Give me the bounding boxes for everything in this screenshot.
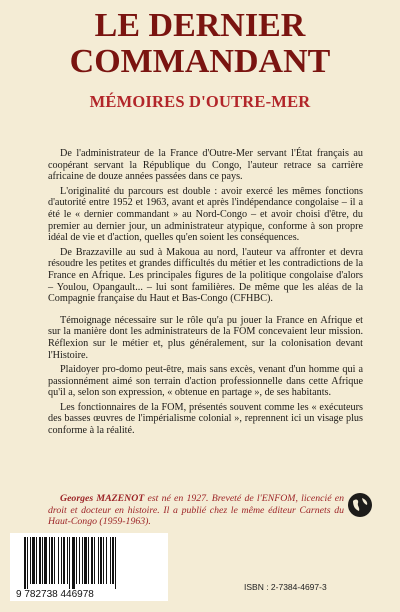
blurb-paragraph-2: L'originalité du parcours est double : avoir exercé les mêmes fonctions d'autorité entre 1952 et 1963, avant et après l'indépendance congolaise – il a été le « dernier commandant » au Nord-Congo – et avoir choisi d'être, du premier au dernier jour, un administrateur atypique, conforme à son propre idéal de vie et d'action, quelles qu'en soient les conséquences.: [48, 185, 363, 244]
title-line-2: COMMANDANT: [69, 43, 331, 80]
barcode-bar: [76, 537, 77, 584]
title-line-1: LE DERNIER: [94, 7, 306, 44]
barcode-number: 9 782738 446978: [16, 589, 94, 600]
barcode-bar: [91, 537, 93, 584]
barcode-bar: [58, 537, 59, 584]
author-name: Georges MAZENOT: [60, 493, 145, 504]
barcode-bar: [32, 537, 35, 584]
barcode-bar: [44, 537, 47, 584]
blurb: [48, 148, 363, 440]
book-subtitle: MÉMOIRES D'OUTRE-MER: [89, 92, 311, 111]
blurb-paragraph-5: Plaidoyer pro-domo peut-être, mais sans excès, venant d'un homme qui a passionnément aimé son terrain d'action professionnelle dans cette Afrique qu'il a, selon son expression, « obtenue en partage », de ses habitants.: [48, 364, 363, 399]
barcode-bar: [27, 537, 28, 589]
isbn-barcode: [10, 533, 168, 601]
barcode-bar: [72, 537, 75, 589]
barcode-bar: [103, 537, 104, 584]
barcode-bar: [115, 537, 116, 589]
barcode-bar: [49, 537, 50, 584]
barcode-bar: [79, 537, 80, 584]
isbn-number: ISBN : 2-7384-4697-3: [244, 582, 327, 592]
barcode-bar: [69, 537, 70, 589]
barcode-bar: [98, 537, 99, 584]
blurb-paragraph-4: Témoignage nécessaire sur le rôle qu'a pu jouer la France en Afrique et sur la manière dont les administrateurs de la FOM concevaient leur mission. Réflexion sur le métier et, plus généralement, sur la colonisation devant l'Histoire.: [48, 314, 363, 361]
book-title: [0, 8, 400, 80]
barcode-bar: [61, 537, 62, 584]
barcode-bar: [24, 537, 26, 589]
blurb-paragraph-1: De l'administrateur de la France d'Outre-Mer servant l'État français au coopérant servant la République du Congo, l'auteur retrace sa carrière africaine de douze années passées dans ce pays.: [48, 148, 363, 183]
barcode-bar: [36, 537, 37, 584]
barcode-bar: [100, 537, 102, 584]
barcode-bar: [112, 537, 114, 584]
barcode-bar: [42, 537, 43, 584]
barcode-bar: [67, 537, 68, 584]
barcode-bar: [39, 537, 41, 584]
blurb-paragraph-6: Les fonctionnaires de la FOM, présentés souvent comme les « exécuteurs des basses œuvres de l'impérialisme colonial », reprennent ici un visage plus conforme à la réalité.: [48, 401, 363, 437]
barcode-bar: [51, 537, 53, 584]
blurb-paragraph-3: De Brazzaville au sud à Makoua au nord, l'auteur va affronter et devra résoudre les petites et grandes difficultés du métier et les contradictions de la France en Afrique. Les principales figures de la politique congolaise d'alors – Youlou, Opangault... – lui sont familières. De même que les aléas de la Compagnie française du Haut et Bas-Congo (CFHBC).: [48, 246, 363, 305]
author-bio: [48, 493, 344, 528]
barcode-bar: [106, 537, 107, 584]
barcode-bar: [110, 537, 111, 584]
barcode-bar: [88, 537, 89, 584]
barcode-bar: [84, 537, 87, 584]
barcode-bar: [63, 537, 65, 584]
globe-publisher-logo-icon: [347, 492, 373, 518]
barcode-bar: [54, 537, 55, 584]
barcode-bar: [82, 537, 83, 584]
barcode-bar: [30, 537, 31, 584]
author-bio-text: est né en 1927. Breveté de l'ENFOM, licencié en droit et docteur en histoire. Il a publié chez le même éditeur Carnets du Haut-Congo (1959-1963).: [48, 493, 344, 528]
barcode-bar: [94, 537, 95, 584]
